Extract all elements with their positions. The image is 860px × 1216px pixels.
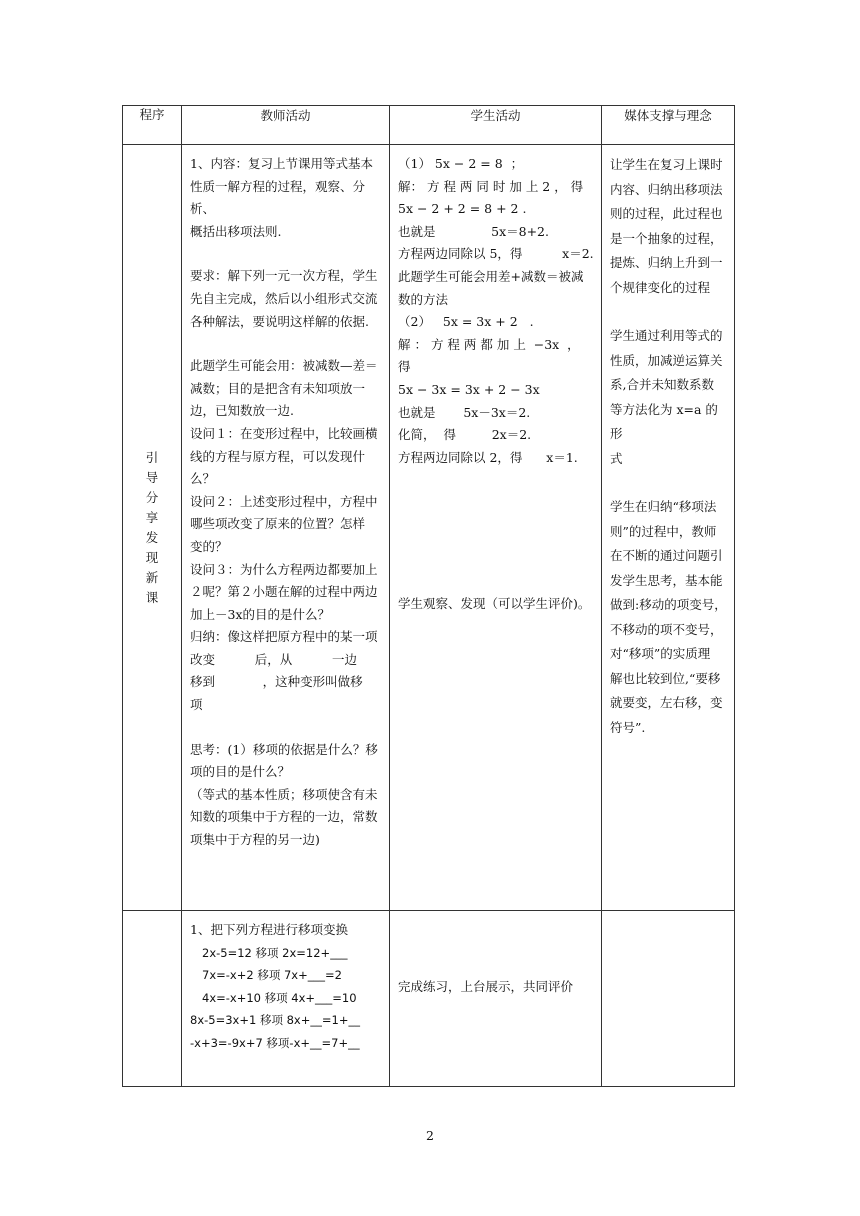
teacher-line: 变的？	[190, 538, 228, 554]
teacher-activity-cell	[182, 145, 390, 911]
exercise-student-cell	[390, 911, 602, 1087]
teacher-line: 归纳：像这样把原方程中的某一项	[190, 629, 378, 645]
student-line: 方程两边同除以 2，得 x＝1.	[398, 449, 578, 465]
teacher-line: 要求：解下列一元一次方程，学生	[190, 268, 378, 284]
teacher-line: 1、内容：复习上节课用等式基本	[190, 156, 373, 171]
exercise-item: 4x=-x+10 移项 4x+___=10	[202, 990, 357, 1005]
student-line: 也就是 5x＝8+2.	[398, 223, 549, 239]
student-line: 也就是 5x－3x＝2.	[398, 404, 531, 420]
teacher-line: 各种解法，要说明这样解的依据.	[190, 313, 369, 329]
header-procedure: 程序	[123, 106, 182, 145]
student-line: 解 ： 方 程 两 都 加 上 −3x ， 得	[398, 336, 584, 375]
teacher-line: ２呢？第２小题在解的过程中两边	[190, 584, 378, 600]
teacher-line: 移到 ，这种变形叫做移	[190, 674, 363, 690]
media-line: 不移动的项不变号，	[610, 621, 723, 637]
teacher-line: 改变 后，从 一边	[190, 651, 357, 667]
teacher-activity-text	[182, 145, 389, 858]
media-line: 学生在归纳“移项法	[610, 499, 717, 514]
teacher-line: 线的方程与原方程，可以发现什	[190, 448, 366, 464]
teacher-line: 此题学生可能会用：被减数—差＝	[190, 358, 378, 374]
media-line: 做到:移动的项变号，	[610, 597, 727, 612]
media-line: 性质，加减逆运算关	[610, 352, 723, 368]
student-line: （2） 5x = 3x + 2 .	[398, 314, 534, 330]
teacher-line: （等式的基本性质；移项使含有未	[190, 786, 378, 802]
exercise-item: 2x-5=12 移项 2x=12+___	[202, 945, 348, 960]
teacher-line	[190, 333, 383, 355]
exercise-student-text: 完成练习，上台展示，共同评价	[398, 979, 574, 995]
media-line: 对“移项”的实质理	[610, 646, 711, 661]
header-student-activity: 学生活动	[390, 106, 602, 145]
lesson-plan-table	[122, 105, 735, 1087]
page-number: 2	[426, 1128, 434, 1143]
student-line: 5x − 3x = 3x + 2 − 3x	[398, 381, 540, 397]
header-row	[123, 106, 735, 145]
teacher-line: 性质一解方程的过程，观察、分析、	[190, 178, 366, 217]
teacher-line: 项的目的是什么？	[190, 764, 291, 780]
media-line	[610, 300, 728, 324]
student-observe-text: 学生观察、发现（可以学生评价)。	[398, 596, 591, 612]
media-line: 在不断的通过问题引	[610, 548, 723, 563]
media-line	[610, 471, 728, 495]
exercise-item: -x+3=-9x+7 移项-x+__=7+__	[190, 1035, 360, 1050]
stage-label: 引导分享 发现新课	[145, 449, 159, 605]
media-line: 系,合并未知数系数	[610, 377, 714, 392]
teacher-line: 边，已知数放一边.	[190, 403, 294, 419]
media-line: 解也比较到位,“要移	[610, 670, 721, 686]
media-line: 个规律变化的过程	[610, 279, 711, 295]
media-line: 内容、归纳出移项法	[610, 181, 723, 197]
media-support-text	[602, 145, 734, 746]
teacher-line: 概括出移项法则.	[190, 223, 282, 239]
teacher-line: 设问３：为什么方程两边都要加上	[190, 561, 378, 577]
header-media-support: 媒体支撑与理念	[602, 106, 735, 145]
teacher-line: 设问２：上述变形过程中，方程中	[190, 493, 378, 509]
media-line: 就要变，左右移，变	[610, 695, 723, 710]
student-line: 此题学生可能会用差+减数＝被减	[398, 268, 584, 284]
teacher-line: 知数的项集中于方程的一边，常数	[190, 809, 378, 825]
exercise-stage-cell	[123, 911, 182, 1087]
teacher-line: 先自主完成，然后以小组形式交流	[190, 290, 378, 306]
teacher-line: 项	[190, 697, 203, 713]
student-activity-text	[390, 145, 601, 475]
teacher-line: 减数；目的是把含有未知项放一	[190, 380, 366, 396]
teacher-line: 加上－3x的目的是什么？	[190, 606, 331, 622]
media-line: 学生通过利用等式的	[610, 328, 723, 343]
stage-cell	[123, 145, 182, 911]
teacher-line: 么？	[190, 471, 216, 487]
teacher-line	[190, 243, 383, 265]
exercise-item: 8x-5=3x+1 移项 8x+__=1+__	[190, 1013, 360, 1028]
exercise-title: 1、把下列方程进行移项变换	[190, 922, 348, 937]
media-line: 则的过程，此过程也	[610, 206, 723, 221]
student-line: 解： 方 程 两 同 时 加 上 2 ， 得	[398, 178, 584, 194]
exercise-item: 7x=-x+2 移项 7x+___=2	[202, 968, 342, 983]
media-line: 等方法化为 x=a 的形	[610, 401, 718, 441]
teacher-line	[190, 717, 383, 739]
header-teacher-activity: 教师活动	[182, 106, 390, 145]
main-row	[123, 145, 735, 911]
student-line: （1） 5x − 2 = 8 ；	[398, 156, 524, 171]
media-line: 是一个抽象的过程，	[610, 230, 723, 246]
teacher-line: 设问１：在变形过程中，比较画横	[190, 425, 378, 441]
student-line: 数的方法	[398, 291, 449, 307]
student-line: 方程两边同除以 5，得 x＝2.	[398, 246, 594, 262]
media-line: 符号”.	[610, 719, 646, 735]
media-support-cell	[602, 145, 735, 911]
media-line: 让学生在复习上课时	[610, 157, 723, 172]
student-line: 5x − 2 + 2 = 8 + 2 .	[398, 201, 527, 217]
student-line: 化简， 得 2x＝2.	[398, 427, 532, 443]
teacher-line: 项集中于方程的另一边)	[190, 832, 320, 848]
media-line: 式	[610, 450, 623, 466]
media-line: 则”的过程中，教师	[610, 523, 717, 539]
student-activity-cell	[390, 145, 602, 911]
media-line: 提炼、归纳上升到一	[610, 255, 723, 270]
exercise-row	[123, 911, 735, 1087]
media-line: 发学生思考，基本能	[610, 572, 723, 588]
teacher-line: 思考：(1）移项的依据是什么？移	[190, 741, 378, 757]
teacher-line: 哪些项改变了原来的位置？怎样	[190, 516, 366, 532]
exercise-media-cell	[602, 911, 735, 1087]
exercise-cell	[182, 911, 390, 1087]
